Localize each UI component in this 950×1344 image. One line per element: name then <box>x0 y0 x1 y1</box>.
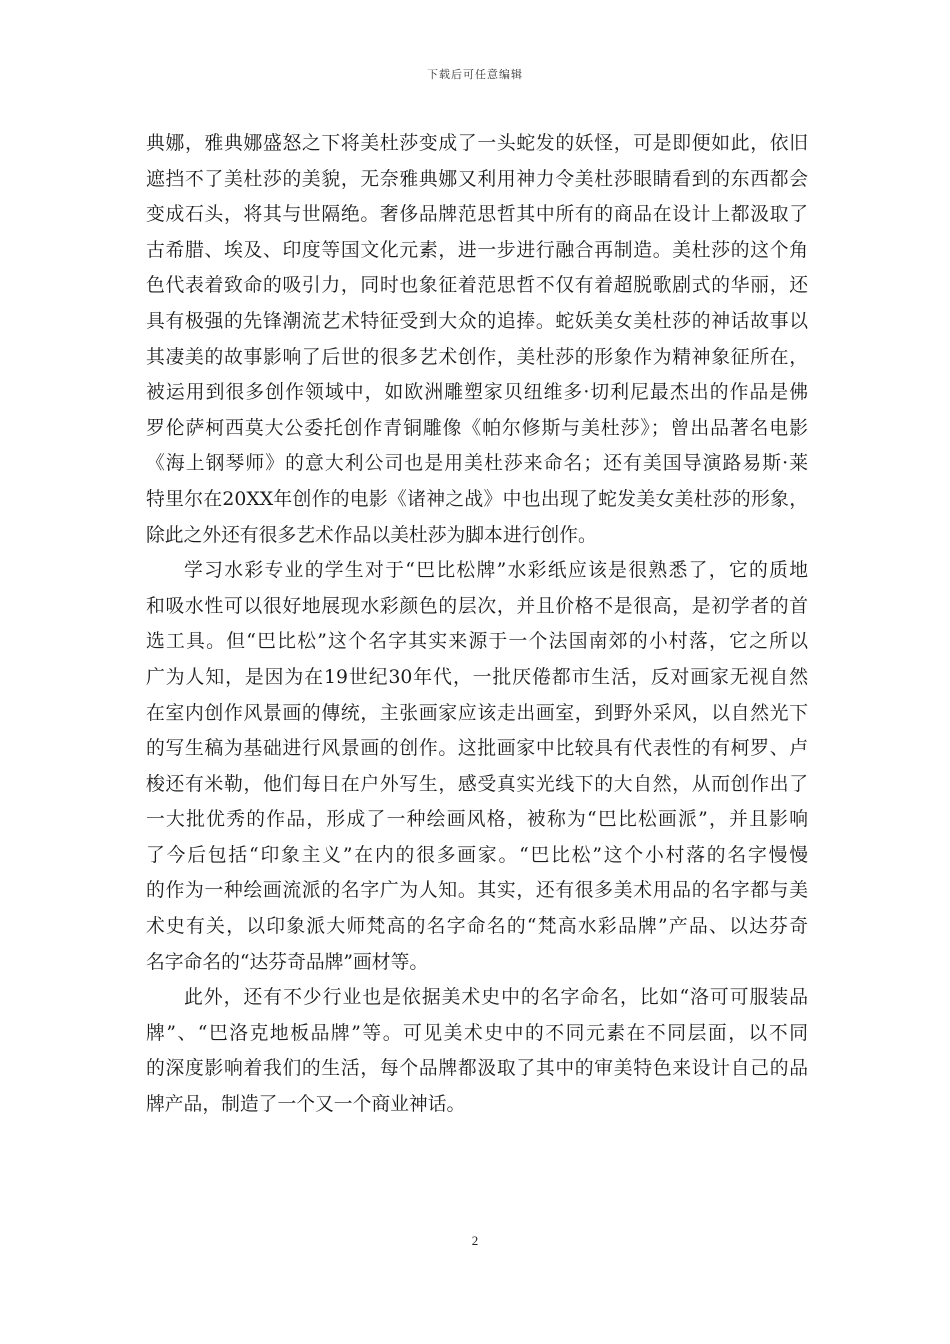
paragraph-line: 具有极强的先锋潮流艺术特征受到大众的追捧。蛇妖美女美杜莎的神话故事以 <box>146 310 808 332</box>
paragraph-line: 特里尔在20XX年创作的电影《诸神之战》中也出现了蛇发美女美杜莎的形象， <box>146 488 808 510</box>
paragraph-line: 《海上钢琴师》的意大利公司也是用美杜莎来命名；还有美国导演路易斯·莱 <box>146 453 808 475</box>
paragraph-line: 名字命名的“达芬奇品牌”画材等。 <box>146 951 429 973</box>
paragraph-line: 术史有关，以印象派大师梵高的名字命名的“梵高水彩品牌”产品、以达芬奇 <box>146 916 808 938</box>
paragraph-line: 牌产品，制造了一个又一个商业神话。 <box>146 1094 466 1116</box>
paragraph-line: 被运用到很多创作领域中，如欧洲雕塑家贝纽维多·切利尼最杰出的作品是佛 <box>146 382 808 404</box>
paragraph-line: 学习水彩专业的学生对于“巴比松牌”水彩纸应该是很熟悉了，它的质地 <box>184 560 808 582</box>
paragraph-line: 在室内创作风景画的傳统，主张画家应该走出画室，到野外采风，以自然光下 <box>146 702 808 724</box>
paragraph-line: 广为人知，是因为在19世纪30年代，一批厌倦都市生活，反对画家无视自然 <box>146 666 808 688</box>
paragraph-line: 典娜，雅典娜盛怒之下将美杜莎变成了一头蛇发的妖怪，可是即便如此，依旧 <box>146 133 808 154</box>
paragraph-line: 除此之外还有很多艺术作品以美杜莎为脚本进行创作。 <box>146 524 597 546</box>
paragraph-line: 的深度影响着我们的生活，每个品牌都汲取了其中的审美特色来设计自己的品 <box>146 1058 808 1080</box>
paragraph-1 <box>146 126 808 553</box>
paragraph-line: 的作为一种绘画流派的名字广为人知。其实，还有很多美术用品的名字都与美 <box>146 880 808 902</box>
paragraph-3 <box>146 980 808 1122</box>
paragraph-line: 变成石头，将其与世隔绝。奢侈品牌范思哲其中所有的商品在设计上都汲取了 <box>146 204 808 226</box>
paragraph-line: 一大批优秀的作品，形成了一种绘画风格，被称为“巴比松画派”，并且影响 <box>146 809 808 831</box>
paragraph-line: 色代表着致命的吸引力，同时也象征着范思哲不仅有着超脱歌剧式的华丽，还 <box>146 275 808 297</box>
paragraph-line: 梭还有米勒，他们每日在户外写生，感受真实光线下的大自然，从而创作出了 <box>146 773 808 795</box>
paragraph-line: 牌”、“巴洛克地板品牌”等。可见美术史中的不同元素在不同层面，以不同 <box>146 1022 808 1044</box>
paragraph-2 <box>146 553 808 980</box>
paragraph-line: 遮挡不了美杜莎的美貌，无奈雅典娜又利用神力令美杜莎眼睛看到的东西都会 <box>146 168 808 190</box>
page-header: 下载后可任意编辑 <box>427 68 523 81</box>
paragraph-line: 罗伦萨柯西莫大公委托创作青铜雕像《帕尔修斯与美杜莎》；曾出品著名电影 <box>146 417 808 439</box>
page-number: 2 <box>471 1233 479 1248</box>
paragraph-line: 的写生稿为基础进行风景画的创作。这批画家中比较具有代表性的有柯罗、卢 <box>146 738 808 760</box>
paragraph-line: 古希腊、埃及、印度等国文化元素，进一步进行融合再制造。美杜莎的这个角 <box>146 239 808 261</box>
paragraph-line: 选工具。但“巴比松”这个名字其实来源于一个法国南郊的小村落，它之所以 <box>146 631 808 653</box>
paragraph-line: 了今后包括“印象主义”在内的很多画家。“巴比松”这个小村落的名字慢慢 <box>146 844 808 866</box>
paragraph-line: 此外，还有不少行业也是依据美术史中的名字命名，比如“洛可可服装品 <box>184 987 808 1009</box>
paragraph-line: 其凄美的故事影响了后世的很多艺术创作，美杜莎的形象作为精神象征所在， <box>146 346 808 368</box>
document-body <box>146 126 808 1123</box>
paragraph-line: 和吸水性可以很好地展现水彩颜色的层次，并且价格不是很高，是初学者的首 <box>146 595 808 617</box>
